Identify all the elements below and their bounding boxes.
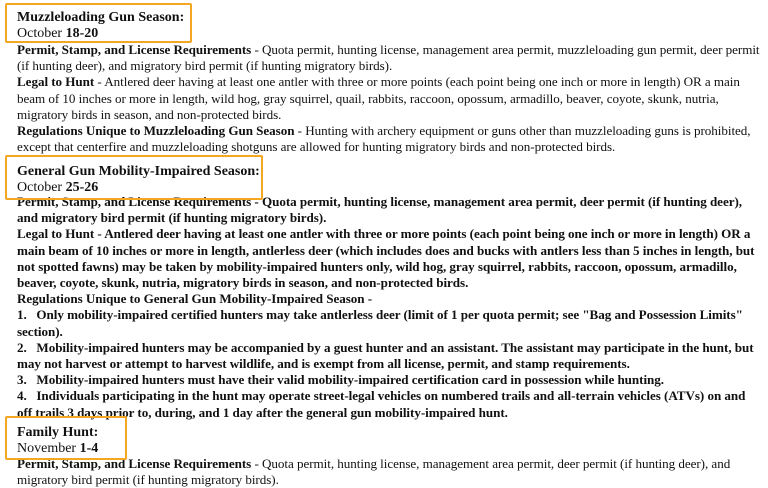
regulations-text: - Hunting with archery equipment or guns other than muzzleloading guns is prohibited, except that centerfire and muzzleloading shotguns are allowed for hunting migratory birds and non-protected birds. bbox=[17, 123, 751, 155]
dates-month: October bbox=[17, 26, 66, 41]
permit-text: - Quota permit, hunting license, management area permit, deer permit (if hunting deer), and migratory bird permit (if hunting migratory birds). bbox=[17, 456, 731, 488]
season-title: Family Hunt: bbox=[17, 425, 99, 440]
regulations-paragraph: Regulations Unique to General Gun Mobility-Impaired Season - bbox=[17, 291, 373, 307]
dates-month: November bbox=[17, 441, 80, 456]
season-dates bbox=[17, 441, 98, 457]
permit-label: Permit, Stamp, and License Requirements bbox=[17, 456, 252, 471]
section-muzzleloading bbox=[17, 8, 761, 155]
legal-paragraph bbox=[17, 74, 761, 123]
season-title: General Gun Mobility-Impaired Season: bbox=[17, 164, 260, 179]
legal-label: Legal to Hunt bbox=[17, 74, 95, 90]
permit-label: Permit, Stamp, and License Requirements bbox=[17, 42, 252, 57]
regulation-item-2: 2. Mobility-impaired hunters may be accompanied by a guest hunter and an assistant. The assistant may participate in the hunt, but may not harvest or attempt to harvest wildlife, and is exempt from all license, permit, and stamp requirements. bbox=[17, 339, 754, 372]
dates-range: 18-20 bbox=[65, 26, 99, 41]
dates-month: October bbox=[17, 180, 66, 195]
season-dates bbox=[17, 180, 98, 196]
section-mobility-impaired bbox=[17, 162, 761, 421]
permit-paragraph bbox=[17, 456, 761, 488]
season-header bbox=[17, 423, 761, 458]
season-details bbox=[17, 456, 761, 488]
section-family-hunt bbox=[17, 423, 761, 488]
season-dates bbox=[17, 26, 98, 42]
season-header bbox=[17, 162, 761, 197]
dates-range: 1-4 bbox=[79, 441, 99, 456]
regulation-item-1: 1. Only mobility-impaired certified hunters may take antlerless deer (limit of 1 per quota permit; see "Bag and Possession Limits" section). bbox=[17, 307, 743, 339]
season-header bbox=[17, 8, 761, 43]
regulation-item-4: 4. Individuals participating in the hunt may operate street-legal vehicles on numbered trails and all-terrain vehicles (ATVs) on and off trails 3 days prior to, during, and 1 day after the general gun mobility-impaired hunt. bbox=[17, 388, 746, 420]
dates-range: 25-26 bbox=[65, 180, 99, 195]
regulations-paragraph bbox=[17, 123, 761, 155]
season-title: Muzzleloading Gun Season: bbox=[17, 10, 185, 25]
permit-text: - Quota permit, hunting license, management area permit, muzzleloading gun permit, deer permit (if hunting deer), and migratory bird permit (if hunting migratory birds). bbox=[17, 42, 760, 74]
regulations-label: Regulations Unique to Muzzleloading Gun Season bbox=[17, 123, 295, 139]
legal-paragraph: Legal to Hunt - Antlered deer having at least one antler with three or more points (each point being one inch or more in length) OR a main beam of 10 inches or more in length, antlerless deer (which includes does and bucks with antlers less than 5 inches in length, but not spotted fawns) may be taken by mobility-impaired hunters only, wild hog, gray squirrel, rabbits, raccoon, opossum, armadillo, beaver, coyote, skunk, nutria, migratory birds in season, and non-protected birds. bbox=[17, 226, 755, 291]
season-details bbox=[17, 42, 761, 155]
regulation-item-3: 3. Mobility-impaired hunters must have their valid mobility-impaired certification card in possession while hunting. bbox=[17, 372, 664, 388]
legal-text: - Antlered deer having at least one antler with three or more points (each point being one inch or more in length) OR a main beam of 10 inches or more in length, wild hog, gray squirrel, quail, rabbits, raccoon, opossum, armadillo, beaver, coyote, skunk, nutria, migratory birds in season, and non-protected birds. bbox=[17, 74, 740, 122]
permit-paragraph: Permit, Stamp, and License Requirements - Quota permit, hunting license, management area permit, deer permit (if hunting deer), and migratory bird permit (if hunting migratory birds). bbox=[17, 194, 743, 226]
season-details bbox=[17, 194, 761, 421]
permit-paragraph bbox=[17, 42, 761, 74]
